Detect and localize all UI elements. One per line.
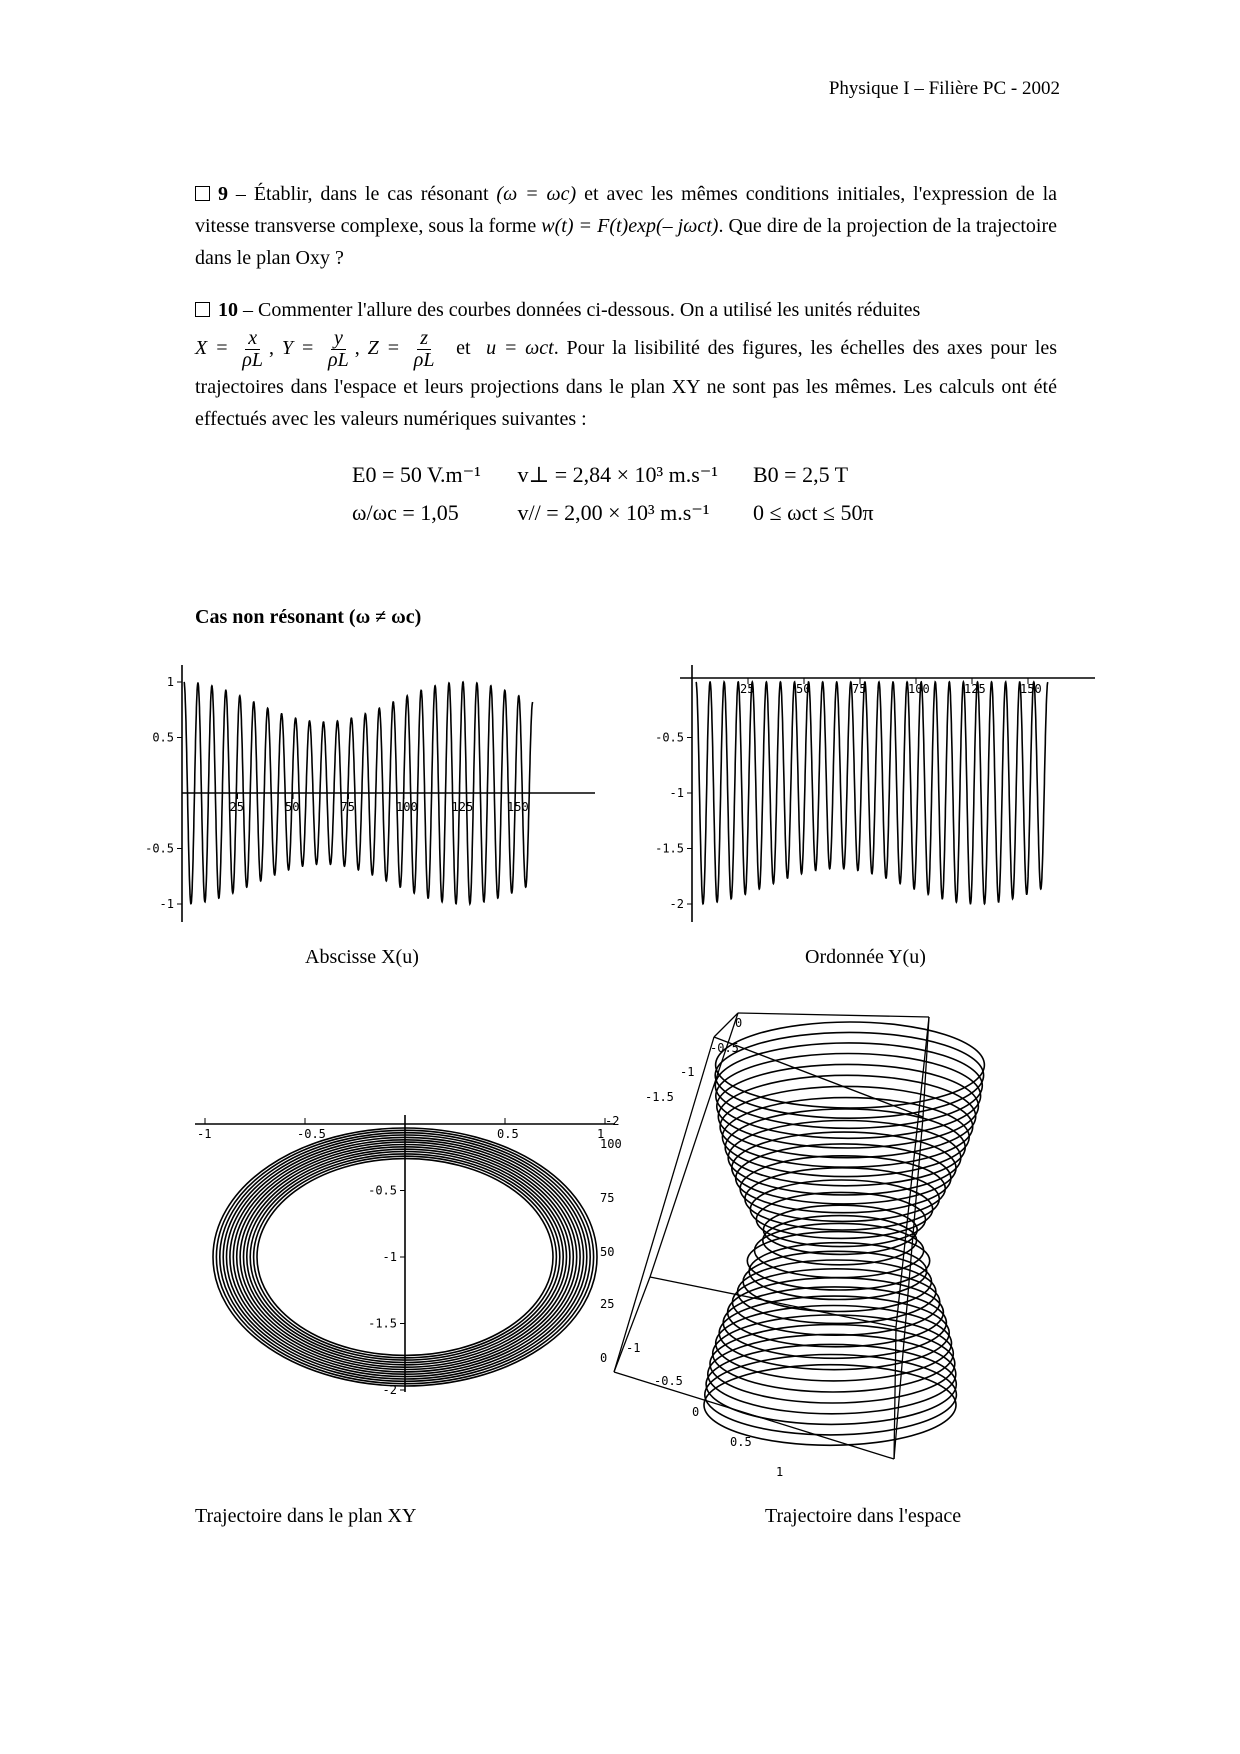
value-e0: E0 = 50 V.m⁻¹ <box>352 462 481 487</box>
plot-x-u <box>140 660 600 940</box>
y-tick-label: -1 <box>680 1065 695 1079</box>
y-tick-label: -2 <box>382 1383 397 1397</box>
helix-turn <box>740 1156 945 1222</box>
y-tick-label: -1 <box>382 1250 397 1264</box>
x-tick-label: 50 <box>796 682 811 696</box>
y-tick-label: -1.5 <box>368 1316 397 1331</box>
y-tick-label: -1 <box>669 786 684 800</box>
q9-text-b: et avec les mêmes conditions initiales, l'expression de la vitesse transverse complexe, sous la forme <box>195 183 1058 237</box>
question-number: 9 <box>218 183 228 205</box>
value-v-perp: v⊥ = 2,84 × 10³ m.s⁻¹ <box>517 462 718 487</box>
x-tick-label: 75 <box>852 682 867 696</box>
y-tick-label: -2 <box>669 897 684 911</box>
y-u-curve <box>696 682 1048 904</box>
values-row-2 <box>352 500 874 538</box>
y-tick-label: 0.5 <box>152 730 174 745</box>
y-tick-label: -0.5 <box>368 1183 397 1198</box>
value-omega-ratio: ω/ωc = 1,05 <box>352 500 459 525</box>
z-tick-label: 75 <box>600 1191 615 1205</box>
unit-y-fraction: $\frac{y}{\rho L}$ <box>328 327 349 371</box>
checkbox-icon <box>195 302 210 317</box>
box-edge <box>738 1013 929 1017</box>
unit-x-fraction: $\frac{x}{\rho L}$ <box>242 327 264 371</box>
helix-turn <box>706 1344 956 1424</box>
x-tick-label: 150 <box>1020 682 1042 696</box>
checkbox-icon <box>195 186 210 201</box>
q9-text-a: – Établir, dans le cas résonant <box>235 183 489 205</box>
z-tick-label: 50 <box>600 1245 615 1259</box>
q9-condition: (ω = ωc) <box>496 183 577 205</box>
x-tick-label: -1 <box>197 1127 212 1141</box>
numeric-values <box>352 462 874 538</box>
x-tick-label: 100 <box>908 682 930 696</box>
x-tick-label: 75 <box>340 800 355 814</box>
x-tick-label: 125 <box>964 682 986 696</box>
value-range: 0 ≤ ωct ≤ 50π <box>753 500 874 525</box>
y-tick-label: -0.5 <box>145 841 174 856</box>
caption-space: Trajectoire dans l'espace <box>765 1505 962 1527</box>
section-title: Cas non résonant (ω ≠ ωc) <box>195 606 422 628</box>
q9-text-c: . Que dire de la projection de la trajectoire dans le plan Oxy ? <box>195 215 1057 269</box>
unit-z-fraction: $\frac{z}{\rho L}$ <box>413 327 435 371</box>
x-tick-label: 100 <box>396 800 418 814</box>
y-tick-label: -0.5 <box>655 730 684 745</box>
values-row-1 <box>352 462 874 500</box>
z-tick-label: 25 <box>600 1297 615 1311</box>
question-9 <box>195 178 1057 274</box>
y-tick-label: -1 <box>159 897 174 911</box>
x-tick-label: 1 <box>597 1127 605 1141</box>
unit-y-lhs: Y = <box>281 337 315 360</box>
x-tick-label: 1 <box>776 1465 784 1479</box>
z-tick-label: 100 <box>600 1137 622 1151</box>
x-tick-label: -0.5 <box>654 1374 683 1388</box>
x-tick-label: -0.5 <box>297 1127 326 1141</box>
x-tick-label: 25 <box>740 682 755 696</box>
caption-xy: Trajectoire dans le plan XY <box>195 1505 417 1527</box>
q9-formula: w(t) = F(t)exp(– jωct) <box>541 215 719 237</box>
x-tick-label: -1 <box>626 1341 641 1355</box>
y-tick-label: -2 <box>605 1114 620 1128</box>
q10-text-b: . Pour la lisibilité des figures, les échelles des axes pour les trajectoires dans l'espace et leurs projections dans le plan XY ne sont pas les mêmes. Les calculs ont été effectués avec les valeurs numériques suivantes : <box>195 337 1058 430</box>
u-definition: u = ωct <box>486 337 554 360</box>
x-tick-label: 50 <box>285 800 300 814</box>
helix-turn <box>715 1043 982 1128</box>
caption-y-u: Ordonnée Y(u) <box>805 946 926 968</box>
plot-xy <box>190 1110 620 1400</box>
q10-text-a: – Commenter l'allure des courbes données ci-dessous. On a utilisé les unités réduites <box>243 299 921 321</box>
unit-z-lhs: Z = <box>367 337 400 360</box>
caption-x-u: Abscisse X(u) <box>305 946 419 968</box>
y-tick-label: -0.5 <box>710 1041 739 1055</box>
x-tick-label: 0 <box>692 1405 700 1419</box>
helix-turn <box>704 1365 956 1446</box>
space-trajectory <box>704 1022 984 1445</box>
q10-et: et <box>456 337 471 360</box>
question-number: 10 <box>218 299 238 321</box>
x-tick-label: 0.5 <box>497 1127 519 1141</box>
y-tick-label: -1.5 <box>655 841 684 856</box>
page-header: Physique I – Filière PC - 2002 <box>828 78 1060 99</box>
box-edge <box>614 1037 714 1372</box>
unit-x-lhs: X = <box>195 337 229 360</box>
helix-turn <box>705 1355 957 1435</box>
plot-space <box>600 1010 1070 1480</box>
y-tick-label: -1.5 <box>645 1090 674 1104</box>
q10-units-line: X = $\frac{x}{\rho L}$ , Y = $\frac{y}{\rho L}$ , Z = $\frac{z}{\rho L}$ et u = ωct. Pour la lisibilité des figures, les échelles des axes pour les trajectoires dans l'espace et leurs projections dans le plan XY ne sont pas les mêmes. Les calculs ont été effectués avec les valeurs numériques suivantes : <box>195 327 1058 430</box>
x-tick-label: 0.5 <box>730 1435 752 1449</box>
x-tick-label: 150 <box>507 800 529 814</box>
y-tick-label: 0 <box>735 1016 743 1030</box>
z-tick-label: 0 <box>600 1351 608 1365</box>
plot-y-u <box>640 660 1100 940</box>
x-tick-label: 25 <box>229 800 244 814</box>
x-tick-label: 125 <box>451 800 474 814</box>
value-b0: B0 = 2,5 T <box>753 462 849 487</box>
y-tick-label: 1 <box>166 675 174 689</box>
question-10 <box>195 294 1057 435</box>
value-v-par: v// = 2,00 × 10³ m.s⁻¹ <box>517 500 710 525</box>
